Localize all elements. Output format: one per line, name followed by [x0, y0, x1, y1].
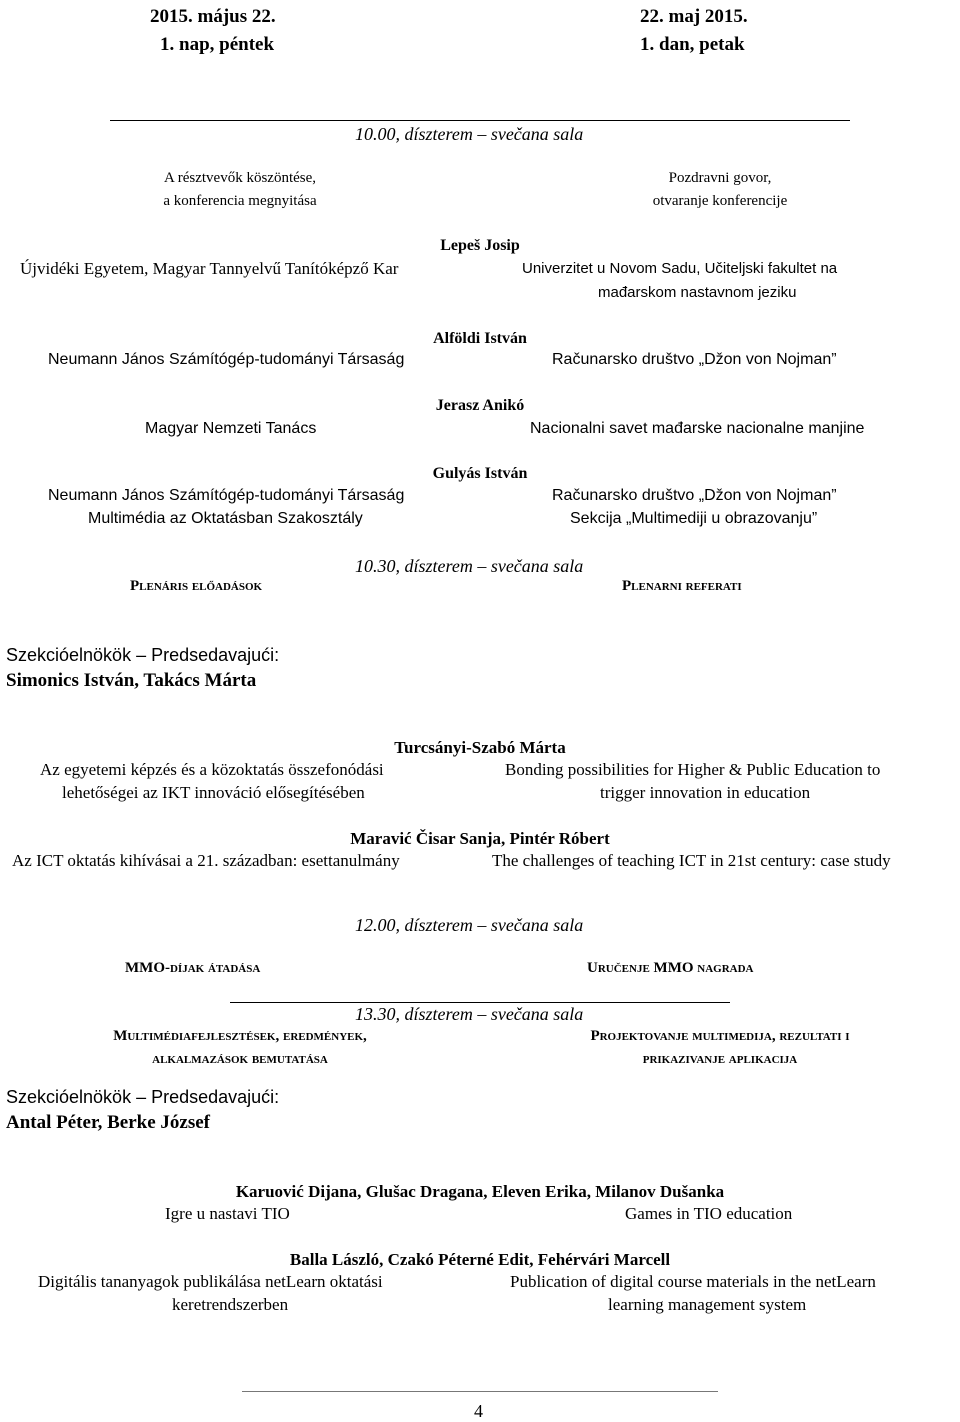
session-title-hu: Plenáris előadások [130, 578, 263, 594]
session-title-hu: A résztvevők köszöntése, [163, 170, 317, 186]
header-sr-date: 22. maj 2015. [640, 6, 748, 27]
session-title-hu: a konferencia megnyitása [163, 193, 317, 209]
chairs-names: Simonics István, Takács Márta [6, 670, 257, 691]
session-time: 12.00, díszterem – svečana sala [355, 915, 584, 935]
session-title-hu: MMO-díjak átadása [125, 960, 261, 976]
talk-author: Turcsányi-Szabó Márta [394, 738, 566, 757]
speaker-name: Lepeš Josip [440, 237, 520, 254]
speaker-affiliation-sr: Sekcija „Multimediji u obrazovanju” [570, 510, 818, 527]
chairs-label: Szekcióelnökök – Predsedavajući: [6, 645, 280, 665]
talk-author: Maravić Čisar Sanja, Pintér Róbert [350, 829, 610, 848]
speaker-affiliation-sr: Univerzitet u Novom Sadu, Učiteljski fakultet na [522, 260, 838, 277]
speaker-name: Gulyás István [432, 465, 528, 482]
session-time: 10.30, díszterem – svečana sala [355, 556, 584, 576]
footer-rule [242, 1391, 718, 1392]
header-rule [110, 120, 850, 121]
session-title-sr: prikazivanje aplikacija [642, 1051, 798, 1067]
talk-author: Karuović Dijana, Glušac Dragana, Eleven Erika, Milanov Dušanka [235, 1182, 725, 1201]
chairs-label: Szekcióelnökök – Predsedavajući: [6, 1087, 280, 1107]
talk-title-hu: Igre u nastavi TIO [165, 1204, 290, 1223]
talk-title-hu: Digitális tananyagok publikálása netLearn oktatási [38, 1272, 383, 1291]
chairs-names: Antal Péter, Berke József [6, 1112, 211, 1133]
speaker-affiliation-hu: Neumann János Számítógép-tudományi Társaság [48, 351, 405, 368]
header-hu-date: 2015. május 22. [150, 6, 276, 27]
session-title-sr: otvaranje konferencije [652, 193, 788, 209]
talk-title-en: trigger innovation in education [600, 783, 811, 802]
talk-title-hu: keretrendszerben [172, 1295, 289, 1314]
speaker-affiliation-sr: Nacionalni savet mađarske nacionalne manjine [530, 420, 865, 437]
talk-title-en: learning management system [608, 1295, 807, 1314]
speaker-affiliation-sr: mađarskom nastavnom jeziku [598, 284, 797, 301]
session-time: 13.30, díszterem – svečana sala [355, 1004, 584, 1024]
speaker-name: Jerasz Anikó [435, 397, 525, 414]
session-title-sr: Plenarni referati [622, 578, 742, 594]
speaker-name: Alföldi István [433, 330, 527, 347]
talk-title-en: Bonding possibilities for Higher & Public Education to [505, 760, 881, 779]
speaker-affiliation-hu: Újvidéki Egyetem, Magyar Tannyelvű Tanítóképző Kar [20, 259, 399, 278]
speaker-affiliation-sr: Računarsko društvo „Džon von Nojman” [552, 351, 837, 368]
session-title-sr: Projektovanje multimedija, rezultati i [590, 1028, 850, 1044]
speaker-affiliation-sr: Računarsko društvo „Džon von Nojman” [552, 487, 837, 504]
session-title-sr: Uručenje MMO nagrada [587, 960, 754, 976]
talk-author: Balla László, Czakó Péterné Edit, Fehérvári Marcell [289, 1250, 671, 1269]
talk-title-hu: Az ICT oktatás kihívásai a 21. században: esettanulmány [12, 851, 400, 870]
session-title-hu: Multimédiafejlesztések, eredmények, [113, 1028, 367, 1044]
page-number: 4 [474, 1401, 483, 1421]
speaker-affiliation-hu: Neumann János Számítógép-tudományi Társaság [48, 487, 405, 504]
session-rule [230, 1002, 730, 1003]
header-hu-day: 1. nap, péntek [160, 34, 275, 55]
talk-title-hu: lehetőségei az IKT innováció elősegítésében [62, 783, 365, 802]
session-time: 10.00, díszterem – svečana sala [355, 124, 584, 144]
speaker-affiliation-hu: Magyar Nemzeti Tanács [145, 420, 317, 437]
talk-title-en: Publication of digital course materials in the netLearn [510, 1272, 876, 1291]
header-sr-day: 1. dan, petak [640, 34, 745, 55]
session-title-hu: alkalmazások bemutatása [152, 1051, 328, 1067]
talk-title-en: Games in TIO education [625, 1204, 793, 1223]
speaker-affiliation-hu: Multimédia az Oktatásban Szakosztály [88, 510, 363, 527]
talk-title-en: The challenges of teaching ICT in 21st century: case study [492, 851, 891, 870]
session-title-sr: Pozdravni govor, [668, 170, 772, 186]
talk-title-hu: Az egyetemi képzés és a közoktatás összefonódási [40, 760, 384, 779]
